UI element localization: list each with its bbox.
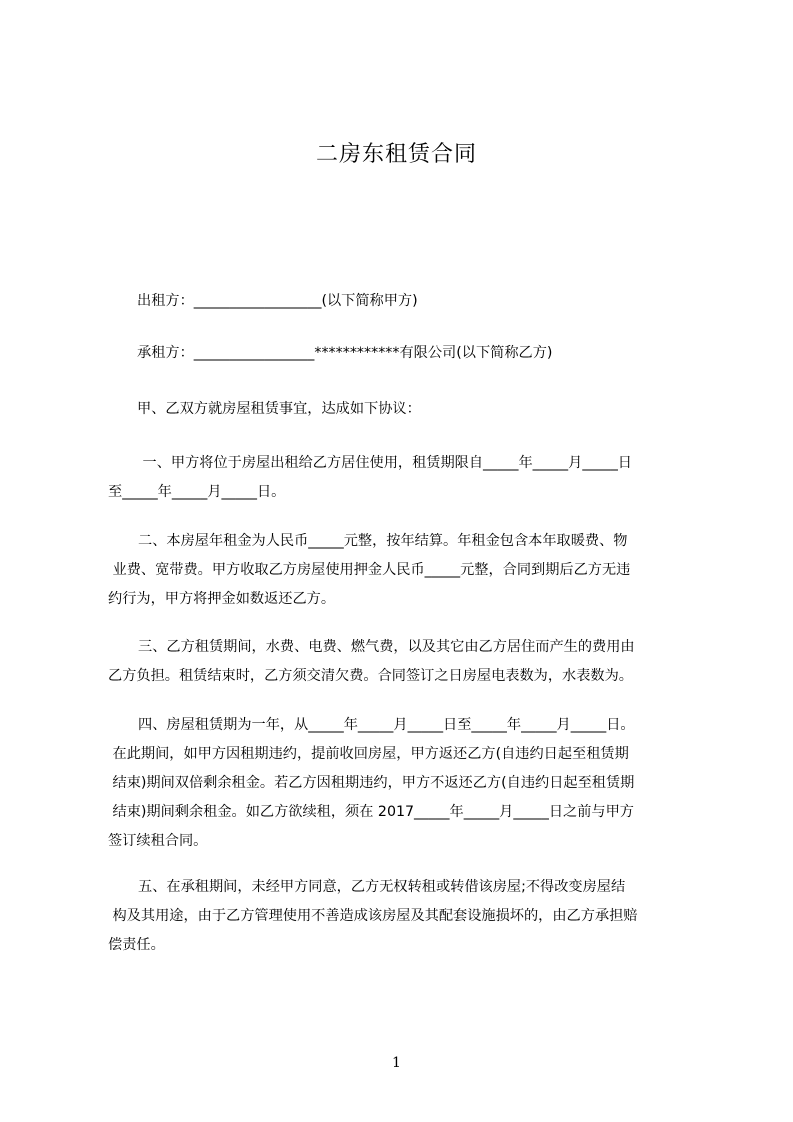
lessor-text: 出租方：__________________(以下简称甲方)	[137, 293, 418, 309]
intro-paragraph	[137, 395, 730, 424]
clause-1-line: 一、甲方将位于房屋出租给乙方居住使用，租赁期限自_____年_____月_____日	[138, 455, 632, 471]
lessor-line	[137, 287, 730, 316]
clause-2-line: 约行为，甲方将押金如数返还乙方。	[108, 591, 336, 607]
clause-2-line: 业费、宽带费。甲方收取乙方房屋使用押金人民币_____元整，合同到期后乙方无违	[108, 562, 631, 578]
lessee-text: 承租方：_________________************有限公司(以下简称乙方)	[137, 345, 553, 361]
page-number: 1	[392, 1055, 401, 1071]
clause-1-line: 至_____年_____月_____日。	[108, 484, 286, 500]
clause-3-line: 乙方负担。租赁结束时，乙方须交清欠费。合同签订之日房屋电表数为，水表数为。	[108, 668, 633, 684]
clause-5-line: 构及其用途，由于乙方管理使用不善造成该房屋及其配套设施损坏的，由乙方承担赔	[108, 908, 638, 924]
lessee-line	[137, 339, 730, 368]
clause-5-line: 五、在承租期间，未经甲方同意，乙方无权转租或转借该房屋;不得改变房屋结	[138, 879, 626, 895]
intro-text: 甲、乙双方就房屋租赁事宜，达成如下协议：	[137, 401, 421, 417]
clause-2-line: 二、本房屋年租金为人民币_____元整，按年结算。年租金包含本年取暖费、物	[138, 533, 628, 549]
clause-4-line: 结束)期间双倍剩余租金。若乙方因租期违约，甲方不返还乙方(自违约日起至租赁期	[108, 775, 635, 791]
clause-4-line: 结束)期间剩余租金。如乙方欲续租，须在 2017_____年_____月_____日之前与甲方	[108, 804, 634, 820]
clause-3	[108, 633, 701, 691]
clause-1	[108, 449, 701, 507]
clause-4-line: 在此期间，如甲方因租期违约，提前收回房屋，甲方返还乙方(自违约日起至租赁期	[108, 746, 629, 762]
clause-4-line: 签订续租合同。	[108, 833, 208, 849]
clause-4	[108, 711, 701, 856]
document-title: 二房东租赁合同	[315, 142, 477, 167]
clause-4-line: 四、房屋租赁期为一年，从_____年_____月_____日至_____年_____月_____日。	[138, 717, 635, 733]
clause-3-line: 三、乙方租赁期间，水费、电费、燃气费，以及其它由乙方居住而产生的费用由	[138, 639, 635, 655]
clause-2	[108, 527, 701, 614]
clause-5	[108, 873, 701, 960]
clause-5-line: 偿责任。	[108, 937, 165, 953]
